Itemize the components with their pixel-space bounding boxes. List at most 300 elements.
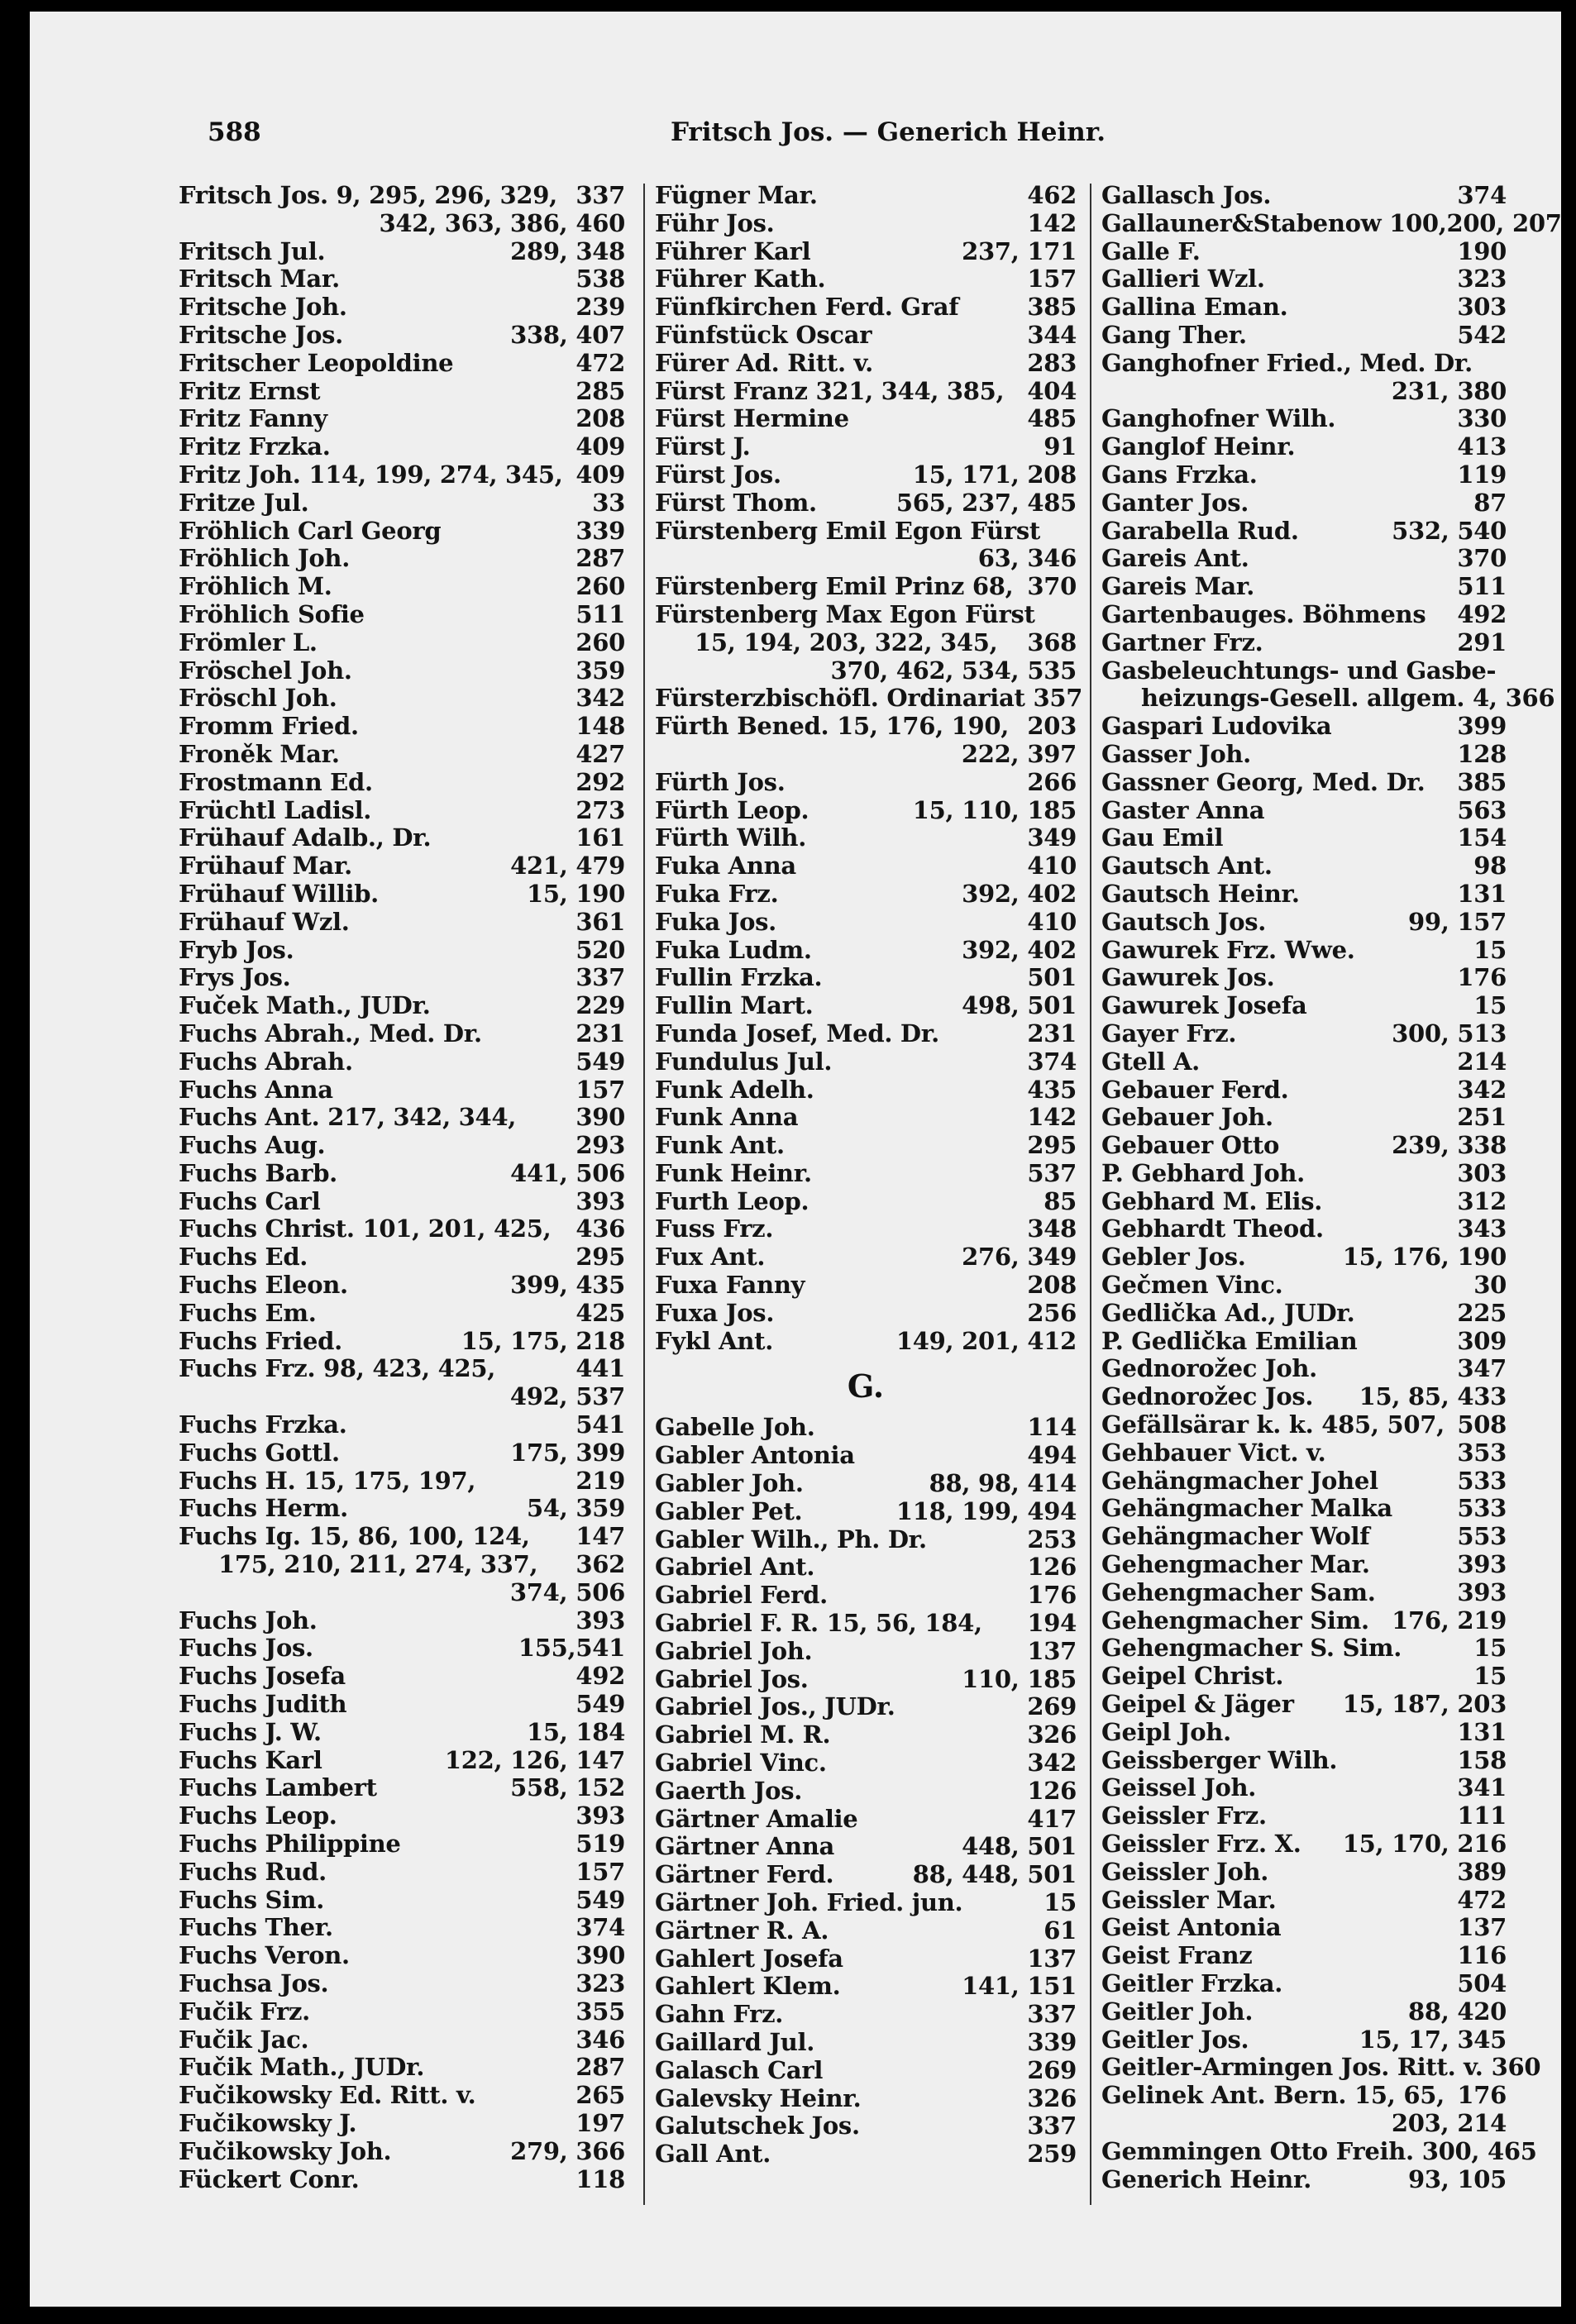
- index-entry: [655, 1693, 1077, 1721]
- entry-pages: 346: [575, 2025, 625, 2054]
- index-entry: [1101, 1243, 1507, 1272]
- index-entry: [655, 2085, 1077, 2113]
- entry-pages: 273: [575, 795, 625, 824]
- entry-pages: 239: [575, 293, 625, 322]
- index-entry: [1101, 2026, 1507, 2054]
- entry-pages: 385: [1027, 293, 1077, 322]
- entry-pages: 501: [1027, 963, 1077, 992]
- index-entry: [1101, 797, 1507, 825]
- entry-pages: 142: [1027, 1103, 1077, 1132]
- entry-name: Galutschek Jos.: [655, 2112, 860, 2140]
- index-entry: [179, 1551, 625, 1579]
- entry-pages: 355: [575, 1997, 625, 2026]
- entry-name: Fritsch Jos. 9, 295, 296, 329,: [179, 181, 557, 209]
- entry-name: Fučik Jac.: [179, 2025, 309, 2054]
- entry-pages: 541: [575, 1410, 625, 1439]
- index-entry: [179, 1634, 625, 1663]
- index-entry: [655, 1414, 1077, 1442]
- index-entry: [179, 824, 625, 852]
- entry-pages: 229: [575, 991, 625, 1020]
- index-entry: [179, 1691, 625, 1719]
- index-entry: [655, 210, 1077, 238]
- index-entry: [179, 2026, 625, 2054]
- entry-pages: 219: [575, 1466, 625, 1495]
- index-entry: [1101, 1188, 1507, 1216]
- entry-pages: 203: [1027, 712, 1077, 741]
- entry-name: 231,: [1391, 376, 1449, 405]
- entry-name: 370, 462, 534,: [830, 656, 1020, 685]
- entry-pages: 511: [575, 599, 625, 628]
- index-entry: [179, 1747, 625, 1775]
- entry-name: Fuxa Fanny: [655, 1271, 805, 1300]
- entry-pages: 498, 501: [962, 991, 1077, 1020]
- entry-name: Geissler Joh.: [1101, 1857, 1269, 1886]
- entry-name: Fuchs J. W.: [179, 1717, 322, 1746]
- index-entry: [1101, 964, 1507, 992]
- section-letter: G.: [847, 1367, 885, 1405]
- entry-name: Fürth Bened. 15, 176, 190,: [655, 712, 1010, 741]
- entry-pages: 393: [575, 1606, 625, 1634]
- entry-name: Fügner Mar.: [655, 181, 818, 209]
- entry-name: Galevsky Heinr.: [655, 2083, 862, 2112]
- entry-pages: 137: [1027, 1944, 1077, 1973]
- entry-pages: 549: [575, 1885, 625, 1914]
- entry-pages: 148: [575, 712, 625, 741]
- index-entry: [655, 937, 1077, 965]
- entry-name: Funk Heinr.: [655, 1158, 812, 1187]
- entry-pages: 390: [575, 1103, 625, 1132]
- entry-pages: 417: [1027, 1804, 1077, 1833]
- entry-name: Gärtner Ferd.: [655, 1860, 834, 1889]
- index-entry: [179, 769, 625, 797]
- index-entry: [179, 293, 625, 322]
- page-header: [30, 117, 1561, 159]
- index-entry: [655, 684, 1083, 713]
- entry-name: Geissler Frz. X.: [1101, 1830, 1301, 1859]
- index-entry: [1101, 1272, 1507, 1300]
- entry-pages: 413: [1457, 432, 1507, 461]
- index-entry: [655, 1917, 1077, 1945]
- index-entry: [655, 824, 1077, 852]
- entry-name: Fuček Math., JUDr.: [179, 991, 431, 1020]
- index-entry: [1101, 1998, 1507, 2026]
- entry-name: Gehbauer Vict. v.: [1101, 1438, 1326, 1467]
- entry-pages: 131: [1457, 1717, 1507, 1746]
- index-entry: [655, 545, 1077, 573]
- entry-name: Fritz Fanny: [179, 404, 327, 433]
- index-entry: [655, 992, 1077, 1020]
- index-entry: [179, 713, 625, 741]
- entry-pages: 312: [1457, 1186, 1507, 1215]
- entry-pages: 237, 171: [962, 236, 1077, 265]
- index-entry: [179, 992, 625, 1020]
- entry-name: Geitler Joh.: [1101, 1997, 1254, 2026]
- index-entry: [655, 1272, 1077, 1300]
- index-entry: [655, 2029, 1077, 2057]
- entry-pages: 330: [1457, 404, 1507, 433]
- entry-name: Gabriel Ferd.: [655, 1581, 828, 1610]
- entry-name: Gebauer Otto: [1101, 1131, 1279, 1160]
- index-entry: [179, 1495, 625, 1523]
- index-entry: [1101, 1439, 1507, 1467]
- entry-pages: 563: [1457, 795, 1507, 824]
- index-entry: [655, 182, 1077, 210]
- entry-name: Generich Heinr.: [1101, 2164, 1312, 2193]
- entry-name: Gehängmacher Wolf: [1101, 1522, 1370, 1551]
- entry-pages: 137: [1027, 1636, 1077, 1665]
- entry-name: Gartner Frz.: [1101, 628, 1263, 656]
- index-entry: [655, 1442, 1077, 1470]
- entry-pages: 293: [575, 1131, 625, 1160]
- index-entry: [179, 1859, 625, 1887]
- entry-pages: 15: [1044, 1888, 1077, 1917]
- index-entry: [655, 1188, 1077, 1216]
- index-entry: [1101, 182, 1507, 210]
- index-entry: [179, 518, 625, 546]
- entry-pages: 399: [1457, 712, 1507, 741]
- index-entry: [1101, 208, 1562, 238]
- entry-pages: 374: [1027, 1047, 1077, 1076]
- entry-pages: 15, 176, 190: [1342, 1243, 1507, 1272]
- index-entry: [1101, 545, 1507, 573]
- entry-pages: 549: [575, 1690, 625, 1719]
- entry-name: Gehängmacher Malka: [1101, 1494, 1392, 1523]
- index-entry: [655, 1973, 1077, 2001]
- index-entry: [655, 1104, 1077, 1132]
- index-entry: [179, 1439, 625, 1467]
- index-entry: [179, 1663, 625, 1691]
- entry-pages: 410: [1027, 852, 1077, 880]
- index-entry: [655, 1526, 1077, 1554]
- entry-pages: 176: [1027, 1581, 1077, 1610]
- index-entry: [655, 1889, 1077, 1917]
- entry-pages: 485: [1027, 404, 1077, 433]
- index-entry: [655, 601, 1077, 629]
- entry-pages: 118, 199, 494: [895, 1496, 1077, 1525]
- entry-name: Fullin Frzka.: [655, 963, 823, 992]
- entry-pages: 472: [1457, 1885, 1507, 1914]
- entry-name: Führer Karl: [655, 236, 811, 265]
- entry-name: Fünfstück Oscar: [655, 320, 872, 349]
- entry-pages: 309: [1457, 1326, 1507, 1355]
- index-entry: [1101, 1970, 1507, 1998]
- entry-pages: 259: [1027, 2140, 1077, 2169]
- index-entry: [1101, 293, 1507, 322]
- index-entry: [655, 713, 1077, 741]
- entry-pages: 385: [1457, 767, 1507, 796]
- index-entry: [655, 741, 1077, 769]
- entry-pages: 15, 170, 216: [1342, 1830, 1507, 1859]
- index-entry: [1101, 1300, 1507, 1328]
- entry-pages: 157: [575, 1075, 625, 1104]
- entry-pages: 409: [575, 460, 625, 489]
- index-entry: [1101, 2136, 1537, 2166]
- entry-pages: 110, 185: [962, 1664, 1077, 1693]
- entry-name: Geissberger Wilh.: [1101, 1745, 1338, 1774]
- index-entry: [179, 852, 625, 880]
- entry-pages: 533: [1457, 1494, 1507, 1523]
- entry-name: Fux Ant.: [655, 1243, 766, 1272]
- entry-name: Fritze Jul.: [179, 488, 309, 517]
- index-entry: [179, 1970, 625, 1998]
- entry-name: Fučikowsky J.: [179, 2108, 357, 2137]
- entry-name: Fuchs Lambert: [179, 1773, 377, 1802]
- entry-pages: 15, 184: [527, 1717, 625, 1746]
- index-entry: [1101, 2166, 1507, 2194]
- entry-pages: 441: [575, 1354, 625, 1383]
- entry-pages: 337: [575, 963, 625, 992]
- entry-pages: 194: [1027, 1609, 1077, 1638]
- index-entry: [179, 405, 625, 433]
- entry-pages: 154: [1457, 823, 1507, 852]
- index-entry: [179, 1104, 625, 1132]
- index-entry: [179, 238, 625, 266]
- entry-name: Gärtner R. A.: [655, 1916, 829, 1945]
- index-entry: [179, 350, 625, 378]
- entry-name: Gečmen Vinc.: [1101, 1271, 1283, 1300]
- index-entry: [1101, 573, 1507, 601]
- entry-pages: 421, 479: [510, 852, 625, 880]
- entry-name: Fuchs Ther.: [179, 1913, 333, 1942]
- entry-pages: 15, 175, 218: [461, 1326, 625, 1355]
- index-entry: [1101, 1914, 1507, 1942]
- index-entry: [179, 1467, 625, 1496]
- entry-pages: 269: [1027, 1692, 1077, 1721]
- index-entry: [655, 964, 1077, 992]
- index-entry: [655, 2001, 1077, 2029]
- index-entry: [1101, 629, 1507, 657]
- entry-name: Fritscher Leopoldine: [179, 348, 454, 377]
- index-entry: [179, 489, 625, 518]
- entry-name: Gehengmacher Sam.: [1101, 1577, 1376, 1606]
- index-entry: [1101, 880, 1507, 909]
- entry-pages: 338, 407: [510, 320, 625, 349]
- index-entry: [1101, 1663, 1507, 1691]
- index-entry: [655, 1048, 1077, 1076]
- entry-name: Fürth Wilh.: [655, 823, 806, 852]
- entry-pages: 362: [575, 1550, 625, 1579]
- index-entry: [179, 741, 625, 769]
- entry-name: Früchtl Ladisl.: [179, 795, 372, 824]
- index-entry: [1101, 1802, 1507, 1830]
- index-entry: [1101, 378, 1507, 406]
- entry-name: Geissler Frz.: [1101, 1801, 1267, 1830]
- index-entry: [1101, 1942, 1507, 1970]
- entry-name: Funk Ant.: [655, 1131, 785, 1160]
- entry-pages: 93, 105: [1408, 2164, 1507, 2193]
- index-entry: [655, 293, 1077, 322]
- entry-pages: 353: [1457, 1438, 1507, 1467]
- entry-pages: 360: [1491, 2053, 1541, 2082]
- entry-name: Fuchs Eleon.: [179, 1271, 348, 1300]
- entry-pages: 436: [575, 1214, 625, 1243]
- page-number: 588: [208, 117, 261, 147]
- index-entry: [1101, 1328, 1507, 1356]
- entry-pages: 492: [575, 1662, 625, 1691]
- entry-name: Fuka Anna: [655, 852, 796, 880]
- index-entry: [179, 1830, 625, 1859]
- entry-name: Fučikowsky Joh.: [179, 2136, 392, 2165]
- entry-pages: 337: [1027, 2112, 1077, 2140]
- entry-name: Gebler Jos.: [1101, 1243, 1246, 1272]
- entry-pages: 349: [1027, 823, 1077, 852]
- entry-name: Gassner Georg, Med. Dr.: [1101, 767, 1426, 796]
- index-entry: [655, 1300, 1077, 1328]
- entry-pages: 175, 399: [510, 1438, 625, 1467]
- entry-name: Fürst Franz 321, 344, 385,: [655, 376, 1005, 405]
- entry-name: Geissel Joh.: [1101, 1773, 1257, 1802]
- entry-name: Geitler-Armingen Jos. Ritt. v.: [1101, 2053, 1483, 2082]
- index-entry: [1101, 265, 1507, 293]
- entry-name: Fuxa Jos.: [655, 1298, 775, 1327]
- entry-name: Funda Josef, Med. Dr.: [655, 1019, 939, 1047]
- index-entry: [1101, 238, 1507, 266]
- index-entry: [179, 1411, 625, 1439]
- index-entry: [179, 1272, 625, 1300]
- index-entry: [1101, 1719, 1507, 1747]
- index-entry: [1101, 2082, 1507, 2110]
- entry-name: 492,: [509, 1382, 568, 1411]
- index-entry: [655, 1243, 1077, 1272]
- entry-name: P. Gebhard Joh.: [1101, 1158, 1305, 1187]
- entry-name: Fröhlich Sofie: [179, 599, 365, 628]
- entry-pages: 549: [575, 1047, 625, 1076]
- entry-name: Fuchs Abrah.: [179, 1047, 353, 1076]
- entry-pages: 119: [1457, 460, 1507, 489]
- entry-name: 222,: [961, 739, 1020, 768]
- index-entry: [655, 378, 1077, 406]
- entry-pages: 30: [1473, 1271, 1507, 1300]
- index-entry: [1101, 1411, 1507, 1439]
- entry-name: Gautsch Heinr.: [1101, 879, 1300, 908]
- entry-pages: 208: [1027, 1271, 1077, 1300]
- index-entry: [179, 433, 625, 461]
- entry-pages: 99, 157: [1408, 907, 1507, 936]
- index-entry: [655, 433, 1077, 461]
- entry-name: Gau Emil: [1101, 823, 1224, 852]
- index-entry: [655, 1160, 1077, 1188]
- index-entry: [1101, 1887, 1507, 1915]
- entry-pages: 511: [1457, 572, 1507, 601]
- entry-name: Ganghofner Fried., Med. Dr.: [1101, 348, 1473, 377]
- entry-pages: 158: [1457, 1745, 1507, 1774]
- entry-pages: 214: [1457, 2108, 1507, 2137]
- index-entry: [179, 378, 625, 406]
- entry-pages: 374: [575, 1913, 625, 1942]
- entry-pages: 287: [575, 544, 625, 573]
- index-entry: [655, 1610, 1077, 1638]
- entry-name: Fuchs Judith: [179, 1690, 347, 1719]
- entry-name: Gans Frzka.: [1101, 460, 1258, 489]
- entry-pages: 15: [1473, 1634, 1507, 1663]
- entry-pages: 342: [575, 684, 625, 713]
- index-entry: [179, 2138, 625, 2166]
- entry-name: Gang Ther.: [1101, 320, 1247, 349]
- entry-pages: 393: [575, 1186, 625, 1215]
- entry-name: Fuchs Ig. 15, 86, 100, 124,: [179, 1522, 530, 1551]
- index-entry: [179, 1887, 625, 1915]
- index-entry: [655, 657, 1077, 685]
- index-entry: [655, 1778, 1077, 1806]
- index-entry: [1101, 1551, 1507, 1579]
- entry-pages: 142: [1027, 208, 1077, 237]
- index-entry: [655, 1470, 1077, 1498]
- index-column-2: [655, 181, 1083, 2203]
- index-entry: [179, 1383, 625, 1411]
- entry-name: Gabriel F. R. 15, 56, 184,: [655, 1609, 982, 1638]
- entry-pages: 393: [575, 1801, 625, 1830]
- entry-name: Frostmann Ed.: [179, 767, 373, 796]
- index-entry: [179, 1020, 625, 1048]
- entry-name: Gehengmacher S. Sim.: [1101, 1634, 1402, 1663]
- entry-name: Gayer Frz.: [1101, 1019, 1237, 1047]
- entry-name: Gareis Ant.: [1101, 544, 1249, 573]
- index-entry: [179, 1076, 625, 1105]
- index-entry: [179, 182, 625, 210]
- entry-name: Fuchs Josefa: [179, 1662, 346, 1691]
- entry-pages: 137: [1457, 1913, 1507, 1942]
- entry-pages: 251: [1457, 1103, 1507, 1132]
- entry-name: Gawurek Josefa: [1101, 991, 1307, 1020]
- entry-pages: 207: [1512, 208, 1562, 237]
- entry-name: Fritsch Jul.: [179, 236, 326, 265]
- entry-pages: 176: [1457, 2081, 1507, 2110]
- entry-name: Fuchs Karl: [179, 1745, 322, 1774]
- entry-name: Fröhlich Carl Georg: [179, 516, 442, 545]
- entry-name: Fykl Ant.: [655, 1326, 774, 1355]
- index-entry: [179, 1215, 625, 1243]
- index-entry: [655, 405, 1077, 433]
- entry-pages: 231: [575, 1019, 625, 1047]
- entry-name: Fuchs Herm.: [179, 1494, 348, 1523]
- entry-name: Frühauf Mar.: [179, 852, 352, 880]
- entry-pages: 87: [1473, 488, 1507, 517]
- index-entry: [1101, 1579, 1507, 1607]
- entry-name: Gautsch Jos.: [1101, 907, 1267, 936]
- entry-pages: 370: [1027, 572, 1077, 601]
- entry-pages: 118: [575, 2164, 625, 2193]
- index-entry: [655, 1498, 1077, 1526]
- entry-pages: 339: [575, 516, 625, 545]
- entry-pages: 553: [1457, 1522, 1507, 1551]
- index-entry: [655, 1749, 1077, 1778]
- index-entry: [655, 2112, 1077, 2140]
- entry-name: Gefällsärar k. k. 485, 507,: [1101, 1410, 1445, 1439]
- index-entry: [179, 880, 625, 909]
- entry-name: Fürer Ad. Ritt. v.: [655, 348, 873, 377]
- entry-pages: 494: [1027, 1441, 1077, 1470]
- entry-pages: 253: [1027, 1525, 1077, 1553]
- entry-name: Geist Antonia: [1101, 1913, 1282, 1942]
- entry-pages: 295: [1027, 1131, 1077, 1160]
- entry-pages: 15: [1473, 1662, 1507, 1691]
- entry-pages: 260: [575, 572, 625, 601]
- entry-pages: 565, 237, 485: [895, 488, 1077, 517]
- entry-name: Fuchs Frz. 98, 423, 425,: [179, 1354, 496, 1383]
- entry-name: Fuchs Veron.: [179, 1941, 350, 1970]
- entry-name: Fritz Joh. 114, 199, 274, 345,: [179, 460, 563, 489]
- index-entry: [179, 1942, 625, 1970]
- entry-pages: 404: [1027, 376, 1077, 405]
- entry-name: Gebhard M. Elis.: [1101, 1186, 1323, 1215]
- entry-pages: 339: [1027, 2028, 1077, 2056]
- index-entry: [179, 629, 625, 657]
- entry-pages: 214: [1457, 1047, 1507, 1076]
- entry-pages: 91: [1044, 432, 1077, 461]
- entry-name: Gabriel Vinc.: [655, 1749, 827, 1778]
- entry-pages: 155,541: [518, 1634, 625, 1663]
- entry-name: Fuchs Frzka.: [179, 1410, 347, 1439]
